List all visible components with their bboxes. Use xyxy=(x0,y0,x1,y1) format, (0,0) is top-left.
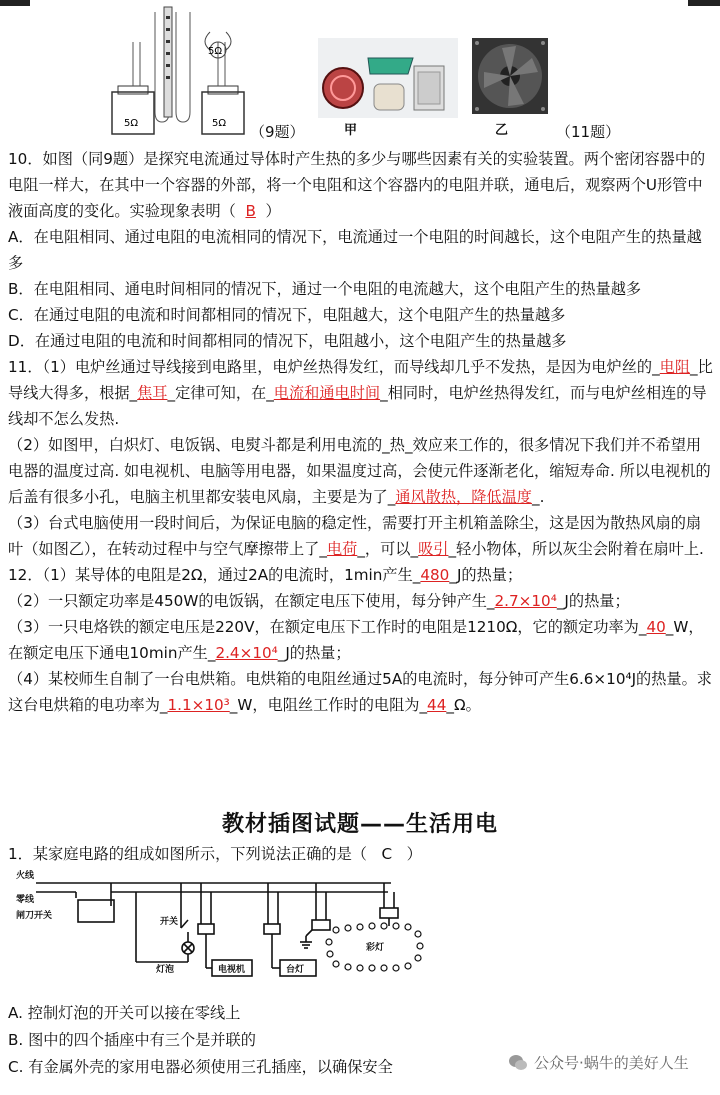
q11-part1: 11．（1）电炉丝通过导线接到电路里，电炉丝热得发红，而导线却几乎不发热，是因为电炉丝的_电阻_比导线大得多，根据_焦耳_定律可知，在_电流和通电时间_相同时，电炉丝热得发红，而与电炉丝相连的导线却不怎么发热. xyxy=(8,358,713,428)
q12-p1-answer: 480 xyxy=(420,566,450,584)
q11-caption: （11题） xyxy=(556,123,621,141)
s1-option-c: C. 有金属外壳的家用电器必须使用三孔插座，以确保安全 xyxy=(8,1058,393,1076)
appliances-photo xyxy=(318,38,458,118)
q12-p3-answer-1: 40 xyxy=(646,618,666,636)
q12-p2-answer: 2.7×10⁴ xyxy=(494,592,557,610)
q11-p2-answer-1: 热 xyxy=(389,436,405,454)
figure-row xyxy=(0,0,720,145)
q12-p2-text-b: J的热量； xyxy=(564,592,630,610)
q11-part3: （3）台式电脑使用一段时间后，为保证电脑的稳定性，需要打开主机箱盖除尘，这是因为散热风扇的扇叶（如图乙），在转动过程中与空气摩擦带上了_电荷_，可以_吸引_轻小物体，所以灰尘会附着在扇叶上. xyxy=(8,514,704,558)
watermark-text: 公众号·蜗牛的美好人生 xyxy=(534,1054,689,1072)
q11-p1-answer-2: 焦耳 xyxy=(137,384,168,402)
lamp-label: 台灯 xyxy=(286,965,305,975)
q12-part4: （4）某校师生自制了一台电烘箱。电烘箱的电阻丝通过5A的电流时，每分钟可产生6.6×10⁴J的热量。求这台电烘箱的电功率为_1.1×10³_W，电阻丝工作时的电阻为_44_Ω。 xyxy=(8,670,712,714)
jia-label: 甲 xyxy=(344,123,358,138)
q10-close: ） xyxy=(265,202,281,220)
q12-part1: 12．（1）某导体的电阻是2Ω，通过2A的电流时，1min产生_480_J的热量； xyxy=(8,566,523,584)
q11-p3-text-b: ，可以 xyxy=(364,540,411,558)
q10-option-d: D．在通过电阻的电流和时间都相同的情况下，电阻越小，这个电阻产生的热量越多 xyxy=(8,332,567,350)
q12-p4-answer-2: 44 xyxy=(427,696,447,714)
questions-body xyxy=(8,146,714,718)
q9-resistor-top-label: 5Ω xyxy=(208,46,223,57)
s1-answer: C xyxy=(381,845,393,863)
q12-p3-text-b: W，在额定电压下通电10min产生 xyxy=(8,618,704,662)
q10-stem-text: 10．如图（同9题）是探究电流通过导体时产生热的多少与哪些因素有关的实验装置。两个密闭容器中的电阻一样大，在其中一个容器的外部，将一个电阻和这个容器内的电阻并联，通电后，观察两个U形管中液面高度的变化。实验现象表明（ xyxy=(8,150,706,220)
q12-part2: （2）一只额定功率是450W的电饭锅，在额定电压下使用，每分钟产生_2.7×10⁴_J的热量； xyxy=(8,592,630,610)
q12-p3-answer-2: 2.4×10⁴ xyxy=(215,644,278,662)
q12-p2-text-a: （2）一只额定功率是450W的电饭锅，在额定电压下使用，每分钟产生 xyxy=(8,592,487,610)
q9-resistor-left-label: 5Ω xyxy=(124,118,139,129)
yi-label: 乙 xyxy=(495,123,509,138)
tv-label: 电视机 xyxy=(218,965,246,975)
q11-p3-text-c: 轻小物体，所以灰尘会附着在扇叶上. xyxy=(456,540,704,558)
s1-stem xyxy=(8,843,422,864)
wechat-icon xyxy=(508,1054,528,1072)
q12-p4-text-c: Ω。 xyxy=(453,696,481,714)
switch-label: 开关 xyxy=(160,917,179,927)
live-wire-label: 火线 xyxy=(16,871,35,881)
q9-caption: （9题） xyxy=(250,123,305,141)
q11-p3-answer-1: 电荷 xyxy=(326,540,358,558)
section-title: 教材插图试题——生活用电 xyxy=(221,812,498,837)
q12-part3: （3）一只电烙铁的额定电压是220V，在额定电压下工作时的电阻是1210Ω，它的额定功率为_40_W，在额定电压下通电10min产生_2.4×10⁴_J的热量； xyxy=(8,618,704,662)
s1-options xyxy=(8,1000,393,1081)
bulb-label: 灯泡 xyxy=(156,965,175,975)
q12-p1-text-a: 12．（1）某导体的电阻是2Ω，通过2A的电流时，1min产生 xyxy=(8,566,413,584)
q12-p3-text-a: （3）一只电烙铁的额定电压是220V，在额定电压下工作时的电阻是1210Ω，它的额定功率为 xyxy=(8,618,639,636)
q10-option-b: B．在电阻相同、通电时间相同的情况下，通过一个电阻的电流越大，这个电阻产生的热量越多 xyxy=(8,280,642,298)
q11-p2-text-c: . xyxy=(539,488,545,506)
q12-p4-text-b: W，电阻丝工作时的电阻为 xyxy=(237,696,420,714)
q11-p1-text-a: 11．（1）电炉丝通过导线接到电路里，电炉丝热得发红，而导线却几乎不发热，是因为电炉丝的 xyxy=(8,358,653,376)
q12-p4-answer-1: 1.1×10³ xyxy=(167,696,230,714)
q9-apparatus-figure xyxy=(100,2,350,142)
s1-option-b: B. 图中的四个插座中有三个是并联的 xyxy=(8,1031,256,1049)
q10-answer: B xyxy=(245,202,256,220)
fan-photo xyxy=(472,38,548,114)
q10-option-c: C．在通过电阻的电流和时间都相同的情况下，电阻越大，这个电阻产生的热量越多 xyxy=(8,306,566,324)
q11-p1-text-b: 比导线大得多，根据 xyxy=(8,358,713,402)
q11-p3-answer-2: 吸引 xyxy=(418,540,449,558)
q11-p3-text-a: （3）台式电脑使用一段时间后，为保证电脑的稳定性，需要打开主机箱盖除尘，这是因为散热风扇的扇叶（如图乙），在转动过程中与空气摩擦带上了 xyxy=(8,514,702,558)
s1-stem-text: 1．某家庭电路的组成如图所示，下列说法正确的是（ xyxy=(8,845,367,863)
q11-p1-answer-3: 电流和通电时间 xyxy=(273,384,381,402)
q12-p4-text-a: （4）某校师生自制了一台电烘箱。电烘箱的电阻丝通过5A的电流时，每分钟可产生6.6×10⁴J的热量。求这台电烘箱的电功率为 xyxy=(8,670,712,714)
watermark xyxy=(508,1052,689,1073)
q11-part2: （2）如图甲，白炽灯、电饭锅、电熨斗都是利用电流的_热_效应来工作的，很多情况下我们并不希望用电器的温度过高. 如电视机、电脑等用电器，如果温度过高，会使元件逐渐老化，缩短寿命. 所以电视机的后盖有很多小孔，电脑主机里都安装电风扇，主要是为了_通风散热，降低温度_. xyxy=(8,436,711,506)
q11-p2-answer-2: 通风散热，降低温度 xyxy=(395,488,532,506)
q10-option-a: A．在电阻相同、通过电阻的电流相同的情况下，电流通过一个电阻的时间越长，这个电阻产生的热量越多 xyxy=(8,228,702,272)
s1-option-a: A. 控制灯泡的开关可以接在零线上 xyxy=(8,1004,241,1022)
q11-p1-answer-1: 电阻 xyxy=(659,358,691,376)
household-circuit-diagram xyxy=(16,868,436,993)
q9-resistor-right-label: 5Ω xyxy=(212,118,227,129)
knife-switch-label: 闸刀开关 xyxy=(16,911,53,921)
q11-p2-text-b: 效应来工作的，很多情况下我们并不希望用电器的温度过高. 如电视机、电脑等用电器，如果温度过高，会使元件逐渐老化，缩短寿命. 所以电视机的后盖有很多小孔，电脑主机里都安装电风扇，主要是为了 xyxy=(8,436,711,506)
q12-p3-text-c: J的热量； xyxy=(285,644,351,662)
q11-p2-text-a: （2）如图甲，白炽灯、电饭锅、电熨斗都是利用电流的 xyxy=(8,436,383,454)
neutral-wire-label: 零线 xyxy=(16,895,35,905)
color-light-label: 彩灯 xyxy=(366,943,385,953)
q12-p1-text-b: J的热量； xyxy=(456,566,523,584)
s1-close: ） xyxy=(406,845,422,863)
q11-p1-text-c: 定律可知，在 xyxy=(175,384,267,402)
q11-p1-text-d: 相同时，电炉丝热得发红，而与电炉丝相连的导线却不怎么发热. xyxy=(8,384,707,428)
q10-stem xyxy=(8,146,714,224)
